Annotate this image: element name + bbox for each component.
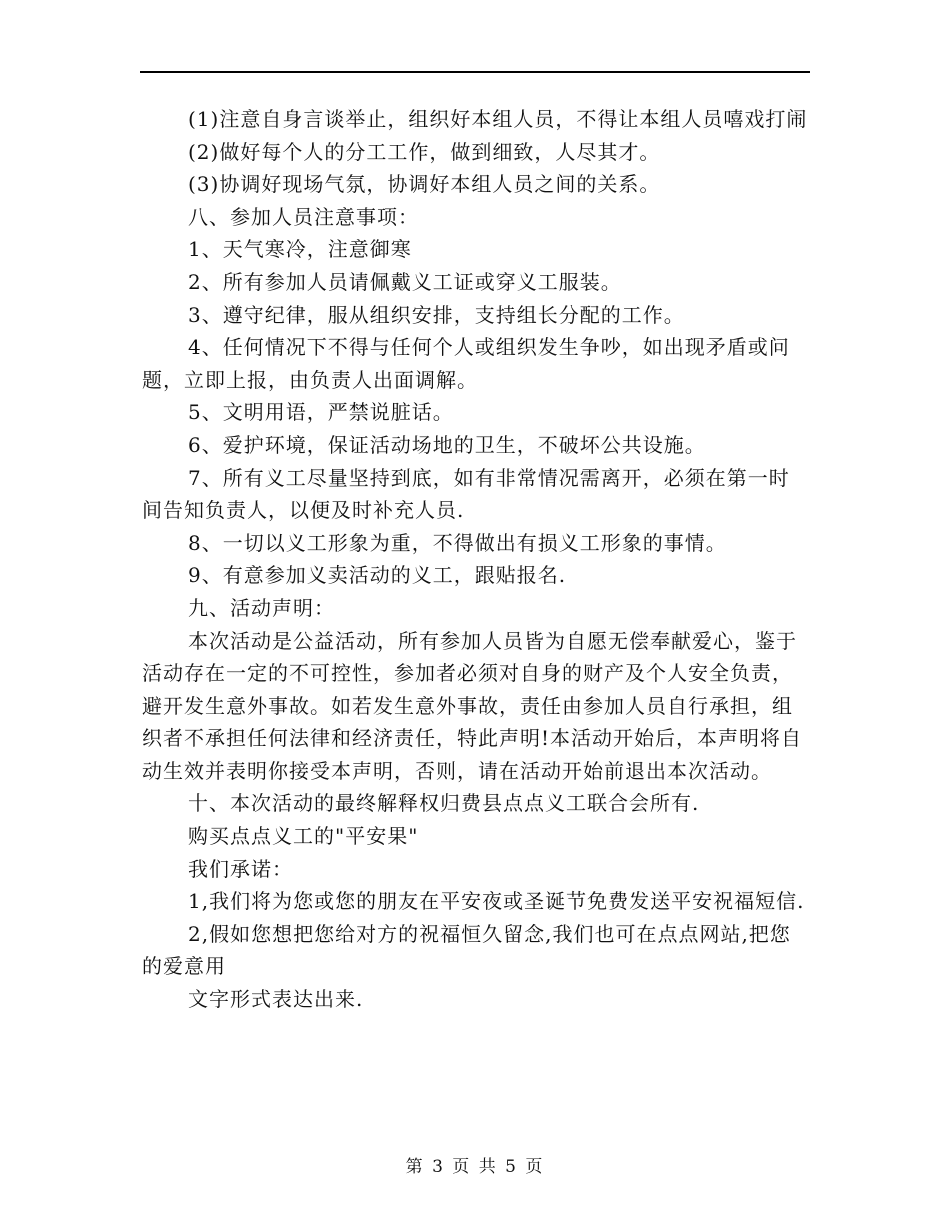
list-item: 4、任何情况下不得与任何个人或组织发生争吵，如出现矛盾或问题，立即上报，由负责人出面调解。 xyxy=(142,335,790,392)
paragraph: (1)注意自身言谈举止，组织好本组人员，不得让本组人员嘻戏打闹 xyxy=(188,107,808,131)
list-item: 2,假如您想把您给对方的祝福恒久留念,我们也可在点点网站,把您的爱意用 xyxy=(142,921,791,979)
document-body xyxy=(142,103,810,1016)
section-heading: 九、活动声明： xyxy=(188,595,335,620)
paragraph: 我们承诺： xyxy=(188,856,293,881)
section-heading: 十、本次活动的最终解释权归费县点点义工联合会所有. xyxy=(188,791,700,816)
list-item: 3、遵守纪律，服从组织安排，支持组长分配的工作。 xyxy=(188,302,685,327)
list-item: 1、天气寒冷，注意御寒 xyxy=(188,237,412,262)
paragraph: 本次活动是公益活动，所有参加人员皆为自愿无偿奉献爱心，鉴于活动存在一定的不可控性，参加者必须对自身的财产及个人安全负责，避开发生意外事故。如若发生意外事故，责任由参加人员自行承担，组织者不承担任何法律和经济责任，特此声明!本活动开始后，本声明将自动生效并表明你接受本声明，否则，请在活动开始前退出本次活动。 xyxy=(142,628,803,783)
page-number-footer: 第 3 页 共 5 页 xyxy=(405,1157,545,1177)
paragraph: (2)做好每个人的分工工作，做到细致，人尽其才。 xyxy=(188,139,661,164)
paragraph: 购买点点义工的"平安果" xyxy=(188,824,419,849)
header-rule xyxy=(140,71,810,73)
paragraph: (3)协调好现场气氛，协调好本组人员之间的关系。 xyxy=(188,172,661,197)
paragraph: 文字形式表达出来. xyxy=(188,987,364,1012)
list-item: 7、所有义工尽量坚持到底，如有非常情况需离开，必须在第一时间告知负责人，以便及时补充人员. xyxy=(142,465,790,523)
list-item: 9、有意参加义卖活动的义工，跟贴报名. xyxy=(188,563,567,588)
list-item: 2、所有参加人员请佩戴义工证或穿义工服装。 xyxy=(188,269,622,294)
list-item: 8、一切以义工形象为重，不得做出有损义工形象的事情。 xyxy=(188,530,727,555)
list-item: 6、爱护环境，保证活动场地的卫生，不破坏公共设施。 xyxy=(188,432,706,457)
list-item: 5、文明用语，严禁说脏话。 xyxy=(188,400,454,425)
list-item: 1,我们将为您或您的朋友在平安夜或圣诞节免费发送平安祝福短信. xyxy=(188,889,805,914)
section-heading: 八、参加人员注意事项： xyxy=(188,204,419,229)
